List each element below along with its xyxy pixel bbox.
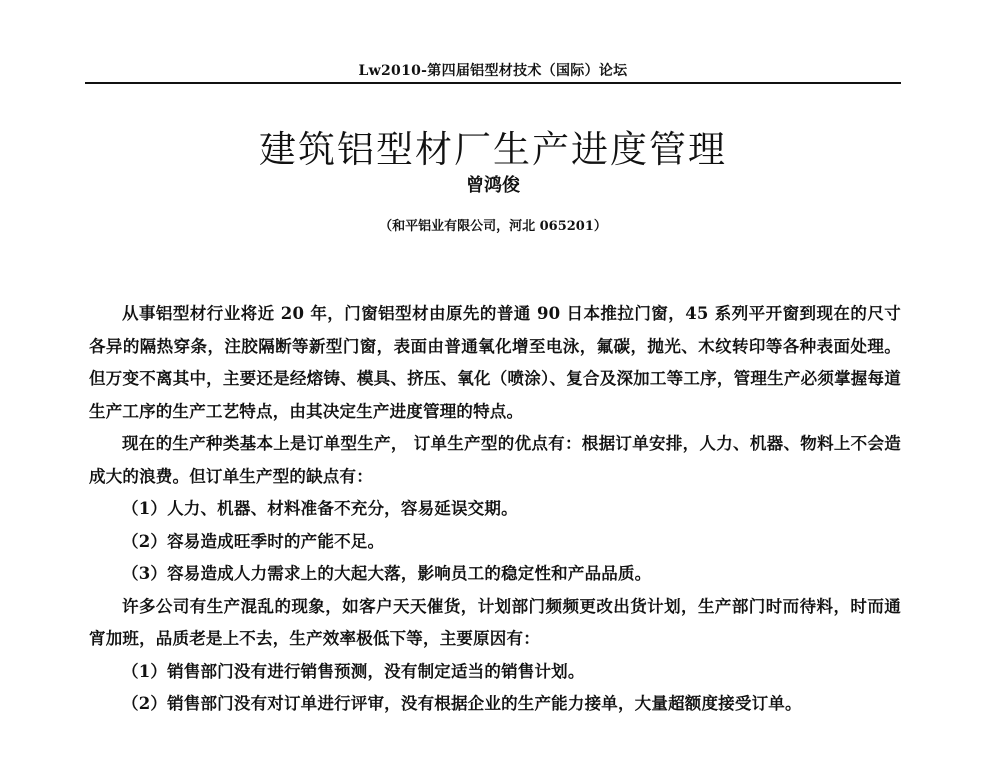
body-paragraph: 许多公司有生产混乱的现象，如客户天天催货，计划部门频频更改出货计划，生产部门时而待料，时而通宵加班，品质老是上不去，生产效率极低下等，主要原因有： [89, 596, 901, 648]
body-paragraph: 从事铝型材行业将近 20 年，门窗铝型材由原先的普通 90 日本推拉门窗，45 系列平开窗到现在的尺寸各异的隔热穿条，注胶隔断等新型门窗，表面由普通氧化增至电泳，氟碳，抛光、木纹转印等各种表面处理。但万变不离其中，主要还是经熔铸、模具、挤压、氧化（喷涂）、复合及深加工等工序，管理生产必须掌握每道生产工序的生产工艺特点，由其决定生产进度管理的特点。 [89, 304, 901, 421]
article-author: 曾鸿俊 [466, 175, 520, 196]
article-body [89, 298, 901, 721]
running-header: Lw2010-第四届铝型材技术（国际）论坛 [358, 63, 628, 79]
article-affiliation: （和平铝业有限公司，河北 065201） [379, 219, 607, 234]
article-title: 建筑铝型材厂生产进度管理 [259, 127, 727, 171]
list-item: （1）销售部门没有进行销售预测，没有制定适当的销售计划。 [122, 661, 585, 681]
list-item: （2）销售部门没有对订单进行评审，没有根据企业的生产能力接单，大量超额度接受订单。 [122, 694, 802, 713]
list-item: （3）容易造成人力需求上的大起大落，影响员工的稳定性和产品品质。 [122, 564, 652, 583]
list-item: （2）容易造成旺季时的产能不足。 [122, 531, 385, 551]
body-paragraph: 现在的生产种类基本上是订单型生产， 订单生产型的优点有：根据订单安排，人力、机器、物料上不会造成大的浪费。但订单生产型的缺点有： [89, 434, 901, 486]
header-rule [85, 82, 901, 84]
list-item: （1）人力、机器、材料准备不充分，容易延误交期。 [122, 499, 518, 518]
